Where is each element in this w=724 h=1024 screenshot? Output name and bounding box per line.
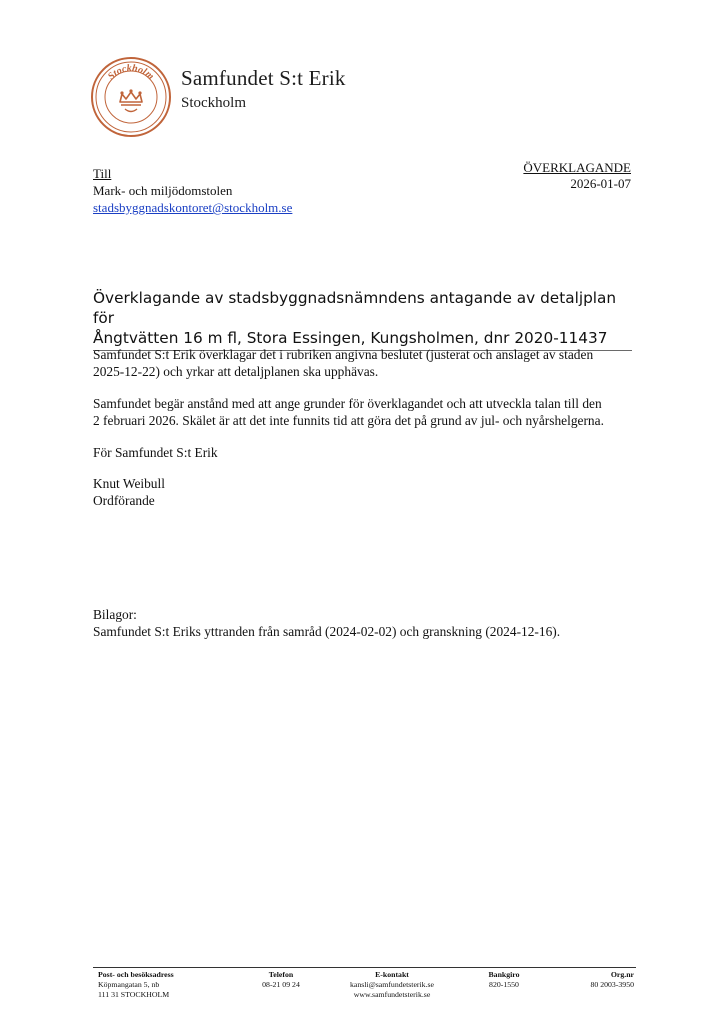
heading-line-2: Ångtvätten 16 m fl, Stora Essingen, Kungsholmen, dnr 2020-11437 — [93, 329, 608, 347]
society-seal-logo — [90, 56, 172, 138]
paragraph-extension-request — [93, 395, 638, 429]
footer-phone — [251, 970, 311, 990]
footer-heading: E-kontakt — [375, 970, 409, 979]
footer-text: 111 31 STOCKHOLM — [98, 990, 170, 999]
signature-intro: För Samfundet S:t Erik — [93, 445, 218, 460]
attachments-block — [93, 606, 638, 640]
svg-text:Stockholm — [106, 63, 156, 82]
recipient-name: Mark- och miljödomstolen — [93, 183, 233, 198]
footer-text: www.samfundetsterik.se — [353, 990, 431, 999]
footer-bankgiro — [476, 970, 532, 990]
document-date: 2026-01-07 — [570, 176, 631, 191]
paragraph-line: 2025-12-22) och yrkar att detaljplanen ska upphävas. — [93, 364, 379, 379]
paragraph-line: Samfundet S:t Erik överklagar det i rubriken angivna beslutet (justerat och anslaget av staden — [93, 347, 594, 362]
footer-heading: Org.nr — [610, 970, 634, 979]
organization-city: Stockholm — [181, 95, 247, 111]
footer-text: Köpmangatan 5, nb — [98, 980, 160, 989]
attachments-text: Samfundet S:t Eriks yttranden från samråd (2024-02-02) och granskning (2024-12-16). — [93, 624, 561, 639]
footer-text: 820-1550 — [489, 980, 519, 989]
paragraph-line: Samfundet begär anstånd med att ange grunder för överklagandet och att utveckla talan till den — [93, 396, 602, 411]
signer-title: Ordförande — [93, 493, 155, 508]
attachments-label: Bilagor: — [93, 607, 137, 622]
organization-name: Samfundet S:t Erik — [181, 66, 346, 90]
recipient-email-link[interactable]: stadsbyggnadskontoret@stockholm.se — [93, 200, 293, 215]
appeal-heading — [93, 288, 632, 351]
document-type: ÖVERKLAGANDE — [523, 160, 631, 175]
heading-line-1: Överklagande av stadsbyggnadsnämndens antagande av detaljplan för — [93, 289, 617, 327]
paragraph-line: 2 februari 2026. Skälet är att det inte funnits tid att göra det på grund av jul- och nyårshelgerna. — [93, 413, 604, 428]
recipient-block — [93, 165, 292, 216]
footer-text: 08-21 09 24 — [262, 980, 300, 989]
footer-text: kansli@samfundetsterik.se — [349, 980, 435, 989]
signature-block — [93, 475, 638, 509]
page-footer — [93, 967, 636, 1004]
document-type-block — [523, 160, 631, 192]
footer-heading: Telefon — [268, 970, 294, 979]
recipient-label: Till — [93, 166, 112, 181]
footer-heading: Bankgiro — [488, 970, 520, 979]
footer-heading: Post- och besöksadress — [98, 970, 174, 979]
footer-email — [336, 970, 448, 1000]
paragraph-appeal — [93, 346, 638, 380]
seal-text: Stockholm — [105, 62, 156, 83]
footer-address — [98, 970, 174, 1000]
footer-orgnr — [590, 970, 634, 990]
footer-text: 80 2003-3950 — [590, 980, 634, 989]
signer-name: Knut Weibull — [93, 476, 165, 491]
